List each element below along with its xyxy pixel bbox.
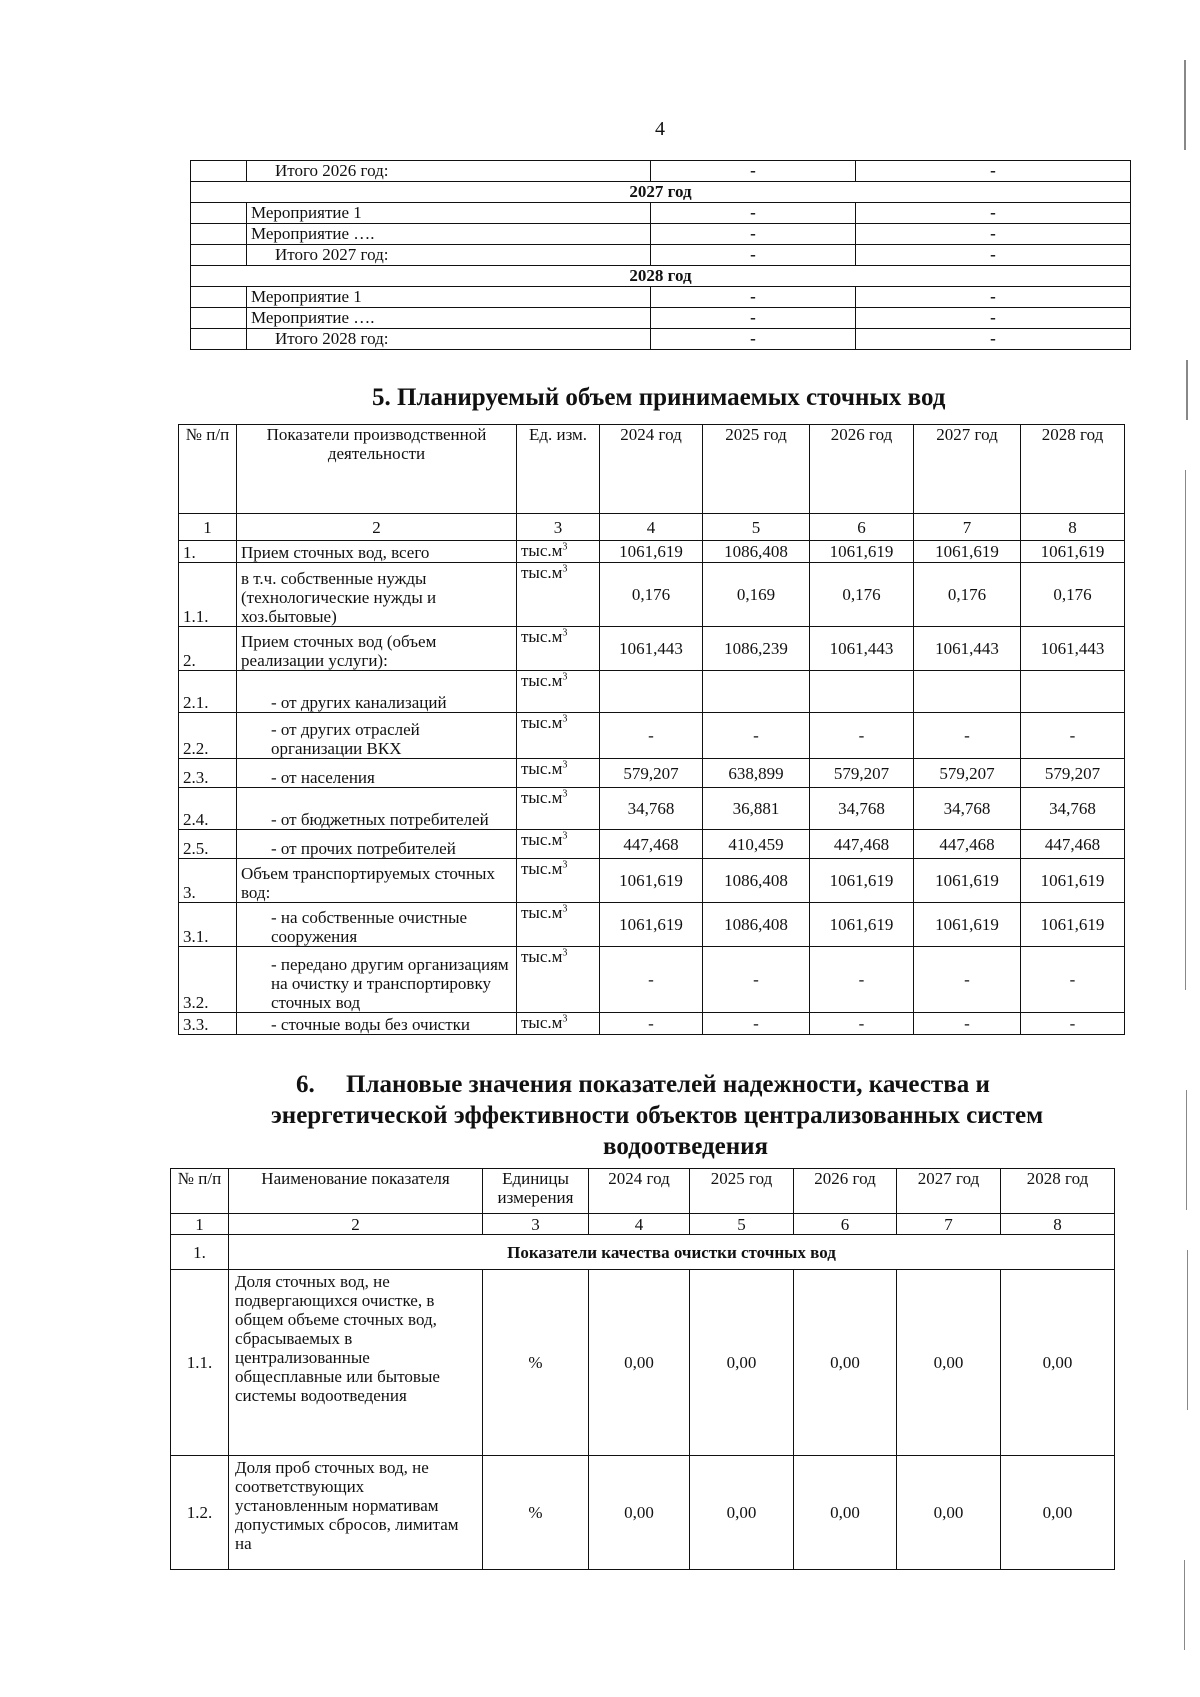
event-value: - <box>651 161 856 182</box>
value-cell: 0,00 <box>589 1270 690 1456</box>
indicator-name: Прием сточных вод, всего <box>237 541 517 563</box>
table-row <box>179 903 1125 947</box>
unit-exponent: 3 <box>562 947 568 959</box>
unit-cell <box>517 671 600 713</box>
table-row <box>171 1456 1115 1570</box>
value-cell: 1086,408 <box>703 859 810 903</box>
indicator-name: - от прочих потребителей <box>237 830 517 859</box>
event-value: - <box>856 287 1131 308</box>
row-number: 3.3. <box>179 1013 237 1035</box>
value-cell: - <box>600 713 703 759</box>
indicator-name: - от населения <box>237 759 517 788</box>
row-number: 3.2. <box>179 947 237 1013</box>
header-year: 2026 год <box>794 1169 897 1214</box>
event-value: - <box>856 224 1131 245</box>
event-label: Итого 2027 год: <box>247 245 651 266</box>
value-cell: 447,468 <box>600 830 703 859</box>
indicator-name: - сточные воды без очистки <box>237 1013 517 1035</box>
value-cell: 0,00 <box>589 1456 690 1570</box>
row-number: 1. <box>179 541 237 563</box>
value-cell: 1061,619 <box>810 903 914 947</box>
group-number: 1. <box>171 1235 229 1270</box>
unit-exponent: 3 <box>562 627 568 639</box>
empty-cell <box>191 245 247 266</box>
events-table <box>190 160 1131 350</box>
value-cell <box>600 671 703 713</box>
value-cell: 0,00 <box>794 1270 897 1456</box>
value-cell: - <box>1021 947 1125 1013</box>
value-cell: 447,468 <box>1021 830 1125 859</box>
value-cell: 447,468 <box>914 830 1021 859</box>
year-header-row <box>191 266 1131 287</box>
value-cell: 0,00 <box>1001 1270 1115 1456</box>
value-cell: 1061,443 <box>810 627 914 671</box>
unit-text: тыс.м <box>521 671 563 690</box>
header-year: 2026 год <box>810 425 914 514</box>
header-year: 2024 год <box>589 1169 690 1214</box>
row-number: 2.5. <box>179 830 237 859</box>
unit-cell <box>517 788 600 830</box>
value-cell: 0,176 <box>914 563 1021 627</box>
column-number: 7 <box>914 514 1021 541</box>
value-cell: 0,00 <box>897 1456 1001 1570</box>
row-number: 1.2. <box>171 1456 229 1570</box>
event-label: Мероприятие …. <box>247 224 651 245</box>
table-row <box>179 859 1125 903</box>
event-value: - <box>651 329 856 350</box>
table-row <box>171 1270 1115 1456</box>
value-cell: 0,169 <box>703 563 810 627</box>
column-number-row <box>171 1214 1115 1235</box>
value-cell: 579,207 <box>810 759 914 788</box>
wastewater-volume-table <box>178 424 1125 1035</box>
column-number: 8 <box>1021 514 1125 541</box>
table-row <box>179 563 1125 627</box>
value-cell: 579,207 <box>914 759 1021 788</box>
event-label: Мероприятие 1 <box>247 287 651 308</box>
indicator-name: Прием сточных вод (объем реализации услуги): <box>237 627 517 671</box>
value-cell: 1061,619 <box>810 541 914 563</box>
value-cell: 1086,408 <box>703 541 810 563</box>
event-value: - <box>856 161 1131 182</box>
section-6-title-line-3: водоотведения <box>603 1133 769 1160</box>
unit-exponent: 3 <box>562 563 568 575</box>
value-cell: - <box>810 713 914 759</box>
value-cell: 1061,443 <box>914 627 1021 671</box>
value-cell: - <box>914 947 1021 1013</box>
column-number: 5 <box>703 514 810 541</box>
value-cell: 36,881 <box>703 788 810 830</box>
value-cell: 1061,619 <box>1021 903 1125 947</box>
column-number: 7 <box>897 1214 1001 1235</box>
value-cell <box>703 671 810 713</box>
value-cell: 34,768 <box>1021 788 1125 830</box>
scan-edge-artifact <box>1176 0 1200 1697</box>
value-cell: 1061,619 <box>600 541 703 563</box>
table-header-row <box>171 1169 1115 1214</box>
unit-text: тыс.м <box>521 1013 563 1032</box>
column-number: 6 <box>794 1214 897 1235</box>
empty-cell <box>191 224 247 245</box>
table-row <box>179 713 1125 759</box>
header-unit: Ед. изм. <box>517 425 600 514</box>
value-cell: - <box>703 1013 810 1035</box>
unit-text: тыс.м <box>521 903 563 922</box>
column-number: 4 <box>600 514 703 541</box>
year-label: 2027 год <box>191 182 1131 203</box>
value-cell: 34,768 <box>600 788 703 830</box>
value-cell <box>1021 671 1125 713</box>
indicator-name: - передано другим организациям на очистку и транспортировку сточных вод <box>237 947 517 1013</box>
unit-text: тыс.м <box>521 859 563 878</box>
unit-exponent: 3 <box>562 859 568 871</box>
indicator-name: Доля сточных вод, не подвергающихся очистке, в общем объеме сточных вод, сбрасываемых в централизованные общесплавные или бытовые системы водоотведения <box>229 1270 483 1456</box>
indicator-name: - от других отраслей организации ВКХ <box>237 713 517 759</box>
column-number: 2 <box>229 1214 483 1235</box>
table-row <box>179 788 1125 830</box>
value-cell: 1061,619 <box>1021 859 1125 903</box>
empty-cell <box>191 287 247 308</box>
value-cell: - <box>600 947 703 1013</box>
indicator-name: в т.ч. собственные нужды (технологические нужды и хоз.бытовые) <box>237 563 517 627</box>
unit-cell <box>517 1013 600 1035</box>
unit-cell <box>517 627 600 671</box>
event-row <box>191 245 1131 266</box>
event-row <box>191 203 1131 224</box>
value-cell: 34,768 <box>914 788 1021 830</box>
value-cell: 1061,619 <box>914 859 1021 903</box>
indicator-name: - на собственные очистные сооружения <box>237 903 517 947</box>
value-cell: 0,00 <box>690 1270 794 1456</box>
value-cell: 1086,239 <box>703 627 810 671</box>
unit-cell <box>517 859 600 903</box>
table-row <box>179 947 1125 1013</box>
value-cell: 1061,443 <box>1021 627 1125 671</box>
row-number: 1.1. <box>171 1270 229 1456</box>
column-number: 4 <box>589 1214 690 1235</box>
indicator-name: - от бюджетных потребителей <box>237 788 517 830</box>
value-cell: 1061,619 <box>810 859 914 903</box>
value-cell: 1061,443 <box>600 627 703 671</box>
event-value: - <box>651 245 856 266</box>
indicator-name: Объем транспортируемых сточных вод: <box>237 859 517 903</box>
column-number: 5 <box>690 1214 794 1235</box>
event-label: Итого 2028 год: <box>247 329 651 350</box>
table-row <box>179 541 1125 563</box>
table-row <box>179 759 1125 788</box>
reliability-indicators-table <box>170 1168 1115 1570</box>
unit-cell <box>517 563 600 627</box>
column-number: 6 <box>810 514 914 541</box>
event-value: - <box>856 245 1131 266</box>
column-number: 3 <box>517 514 600 541</box>
value-cell: - <box>914 1013 1021 1035</box>
value-cell: 579,207 <box>1021 759 1125 788</box>
unit-exponent: 3 <box>562 759 568 771</box>
unit-exponent: 3 <box>562 1013 568 1025</box>
unit-cell <box>517 541 600 563</box>
value-cell: 579,207 <box>600 759 703 788</box>
header-year: 2025 год <box>690 1169 794 1214</box>
table-row <box>179 671 1125 713</box>
indicator-name: Доля проб сточных вод, не соответствующих установленным нормативам допустимых сбросов, лимитам на <box>229 1456 483 1570</box>
column-number: 3 <box>483 1214 589 1235</box>
indicator-name: - от других канализаций <box>237 671 517 713</box>
column-number: 1 <box>171 1214 229 1235</box>
header-num: № п/п <box>179 425 237 514</box>
event-row <box>191 224 1131 245</box>
table-row <box>179 830 1125 859</box>
unit-exponent: 3 <box>562 713 568 725</box>
unit-cell <box>517 947 600 1013</box>
row-number: 2.4. <box>179 788 237 830</box>
unit-cell <box>517 759 600 788</box>
value-cell: 1061,619 <box>600 859 703 903</box>
header-num: № п/п <box>171 1169 229 1214</box>
event-value: - <box>651 203 856 224</box>
year-header-row <box>191 182 1131 203</box>
year-label: 2028 год <box>191 266 1131 287</box>
unit-cell <box>517 903 600 947</box>
empty-cell <box>191 308 247 329</box>
value-cell: 410,459 <box>703 830 810 859</box>
header-year: 2028 год <box>1021 425 1125 514</box>
value-cell: - <box>600 1013 703 1035</box>
unit-exponent: 3 <box>562 541 568 553</box>
event-value: - <box>856 329 1131 350</box>
header-year: 2027 год <box>897 1169 1001 1214</box>
unit-cell: % <box>483 1456 589 1570</box>
value-cell: 0,00 <box>897 1270 1001 1456</box>
row-number: 3.1. <box>179 903 237 947</box>
header-year: 2028 год <box>1001 1169 1115 1214</box>
empty-cell <box>191 329 247 350</box>
value-cell: - <box>1021 1013 1125 1035</box>
section-6-title-line-1: 6. Плановые значения показателей надежности, качества и <box>296 1071 990 1098</box>
unit-exponent: 3 <box>562 903 568 915</box>
header-year: 2025 год <box>703 425 810 514</box>
column-number: 2 <box>237 514 517 541</box>
value-cell: 1061,619 <box>914 903 1021 947</box>
value-cell: - <box>1021 713 1125 759</box>
event-row <box>191 308 1131 329</box>
row-number: 2. <box>179 627 237 671</box>
empty-cell <box>191 161 247 182</box>
value-cell: 447,468 <box>810 830 914 859</box>
unit-exponent: 3 <box>562 788 568 800</box>
value-cell: - <box>703 947 810 1013</box>
event-value: - <box>651 308 856 329</box>
row-number: 3. <box>179 859 237 903</box>
value-cell: 0,176 <box>600 563 703 627</box>
header-year: 2024 год <box>600 425 703 514</box>
column-number: 1 <box>179 514 237 541</box>
event-row <box>191 161 1131 182</box>
header-indicator-name: Наименование показателя <box>229 1169 483 1214</box>
unit-text: тыс.м <box>521 713 563 732</box>
row-number: 2.1. <box>179 671 237 713</box>
event-label: Мероприятие …. <box>247 308 651 329</box>
column-number-row <box>179 514 1125 541</box>
header-unit: Единицы измерения <box>483 1169 589 1214</box>
value-cell: 638,899 <box>703 759 810 788</box>
event-value: - <box>856 203 1131 224</box>
table-row <box>179 627 1125 671</box>
event-row <box>191 329 1131 350</box>
value-cell: - <box>810 1013 914 1035</box>
header-year: 2027 год <box>914 425 1021 514</box>
group-row <box>171 1235 1115 1270</box>
value-cell: 1061,619 <box>600 903 703 947</box>
value-cell: 34,768 <box>810 788 914 830</box>
value-cell <box>810 671 914 713</box>
unit-exponent: 3 <box>562 830 568 842</box>
group-label: Показатели качества очистки сточных вод <box>229 1235 1115 1270</box>
unit-text: тыс.м <box>521 627 563 646</box>
unit-text: тыс.м <box>521 759 563 778</box>
unit-text: тыс.м <box>521 563 563 582</box>
value-cell: - <box>810 947 914 1013</box>
event-label: Мероприятие 1 <box>247 203 651 224</box>
unit-cell: % <box>483 1270 589 1456</box>
empty-cell <box>191 203 247 224</box>
unit-cell <box>517 830 600 859</box>
value-cell: 1061,619 <box>914 541 1021 563</box>
table-row <box>179 1013 1125 1035</box>
value-cell: 0,00 <box>794 1456 897 1570</box>
table-header-row <box>179 425 1125 514</box>
row-number: 2.2. <box>179 713 237 759</box>
unit-cell <box>517 713 600 759</box>
column-number: 8 <box>1001 1214 1115 1235</box>
value-cell: 1061,619 <box>1021 541 1125 563</box>
value-cell: 0,176 <box>1021 563 1125 627</box>
unit-text: тыс.м <box>521 830 563 849</box>
section-5-title: 5. Планируемый объем принимаемых сточных вод <box>372 384 946 411</box>
row-number: 1.1. <box>179 563 237 627</box>
value-cell <box>914 671 1021 713</box>
event-value: - <box>651 224 856 245</box>
value-cell: - <box>703 713 810 759</box>
row-number: 2.3. <box>179 759 237 788</box>
event-label: Итого 2026 год: <box>247 161 651 182</box>
event-row <box>191 287 1131 308</box>
value-cell: 0,00 <box>1001 1456 1115 1570</box>
value-cell: 0,00 <box>690 1456 794 1570</box>
section-6-title-line-2: энергетической эффективности объектов централизованных систем <box>271 1102 1044 1129</box>
event-value: - <box>856 308 1131 329</box>
unit-text: тыс.м <box>521 541 563 560</box>
unit-text: тыс.м <box>521 947 563 966</box>
event-value: - <box>651 287 856 308</box>
value-cell: 0,176 <box>810 563 914 627</box>
header-indicator: Показатели производственной деятельности <box>237 425 517 514</box>
unit-exponent: 3 <box>562 671 568 683</box>
value-cell: - <box>914 713 1021 759</box>
value-cell: 1086,408 <box>703 903 810 947</box>
page-number: 4 <box>655 118 665 140</box>
unit-text: тыс.м <box>521 788 563 807</box>
